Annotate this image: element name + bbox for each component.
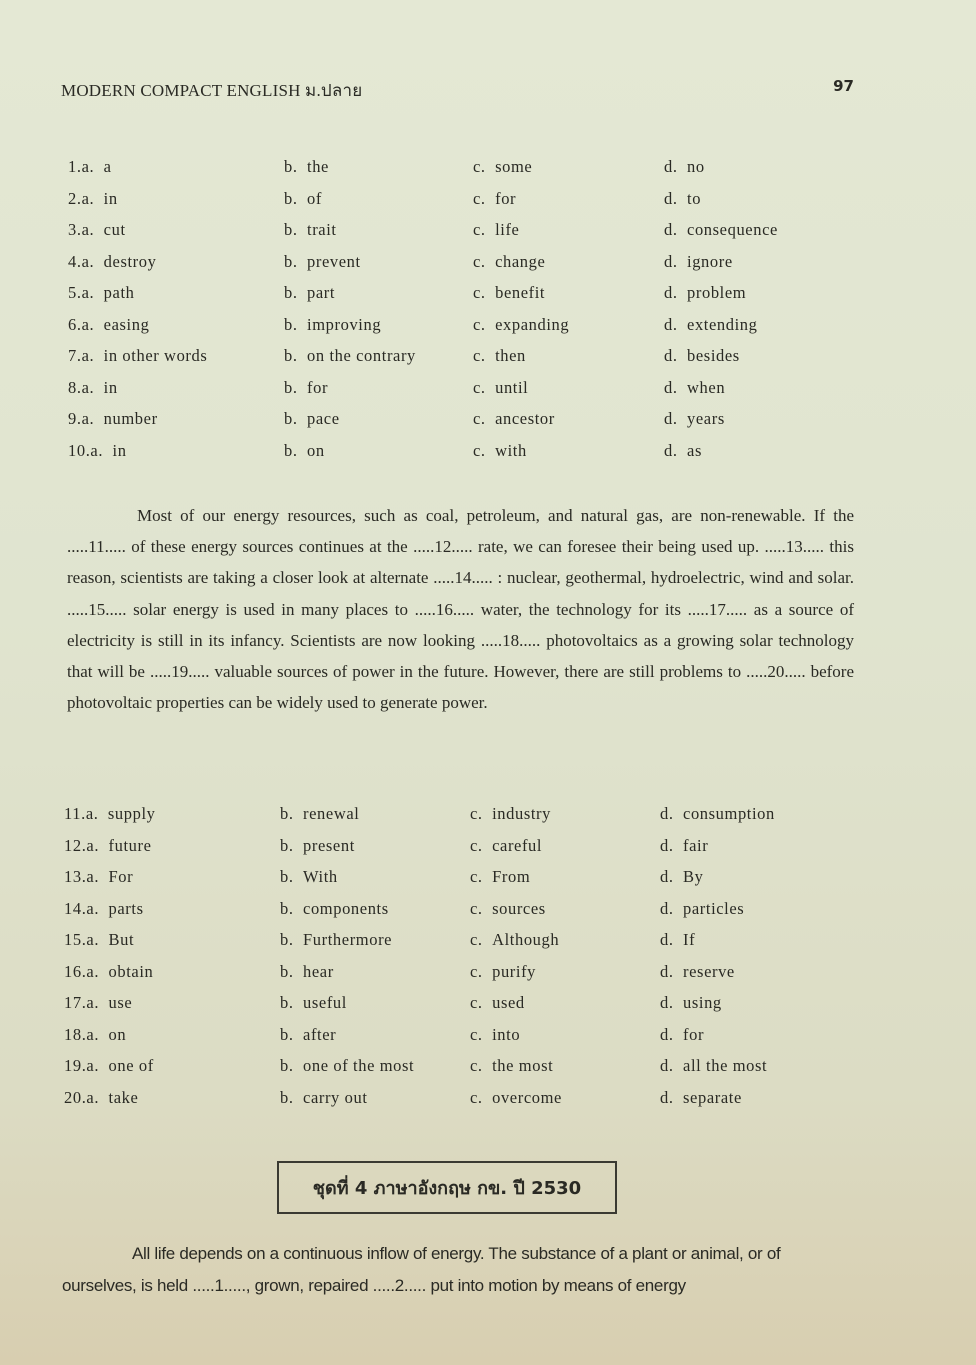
option-a: 6.a. easing — [68, 314, 150, 334]
option-c: c. benefit — [473, 283, 546, 302]
option-a: 8.a. in — [68, 377, 118, 397]
option-c: c. used — [470, 993, 525, 1012]
question-row — [60, 220, 880, 252]
question-row — [60, 189, 880, 221]
option-d: d. no — [664, 157, 705, 176]
option-b: b. hear — [280, 961, 334, 981]
option-a: 19.a. one of — [64, 1056, 154, 1075]
option-a: 2.a. in — [68, 188, 118, 208]
option-d: d. consumption — [660, 804, 775, 823]
option-a: 7.a. in other words — [68, 346, 208, 365]
option-c: c. for — [473, 188, 517, 208]
option-c: c. industry — [470, 804, 551, 823]
question-row — [60, 1025, 880, 1057]
question-row — [60, 252, 880, 284]
question-row — [60, 1056, 880, 1088]
option-d: d. extending — [664, 314, 758, 334]
option-d: d. By — [660, 867, 704, 886]
option-b: b. on — [284, 440, 325, 460]
option-d: d. besides — [664, 346, 740, 365]
option-b: b. trait — [284, 220, 337, 239]
option-a: 15.a. But — [64, 930, 135, 949]
option-d: d. years — [664, 409, 725, 428]
option-a: 9.a. number — [68, 409, 158, 428]
option-d: d. separate — [660, 1087, 742, 1107]
cloze-passage-life — [62, 1238, 852, 1302]
option-a: 4.a. destroy — [68, 251, 157, 271]
option-a: 20.a. take — [64, 1087, 139, 1107]
option-a: 17.a. use — [64, 993, 133, 1012]
option-d: d. when — [664, 377, 726, 397]
option-d: d. all the most — [660, 1056, 768, 1075]
book-title: MODERN COMPACT ENGLISH ม.ปลาย — [61, 81, 363, 100]
question-row — [60, 409, 880, 441]
page-header — [61, 77, 854, 104]
option-b: b. Furthermore — [280, 930, 393, 949]
passage-text: All life depends on a continuous inflow of energy. The substance of a plant or animal, or of ourselves, is held .....1....., grown, repaired .....2..... put into motion by means of energy — [62, 1244, 781, 1295]
option-c: c. From — [470, 867, 531, 886]
option-b: b. prevent — [284, 251, 361, 271]
option-d: d. to — [664, 188, 702, 208]
option-d: d. reserve — [660, 961, 735, 981]
answer-choices-1-10 — [60, 157, 880, 472]
option-d: d. using — [660, 993, 722, 1012]
option-d: d. for — [660, 1024, 705, 1044]
option-c: c. ancestor — [473, 409, 555, 428]
question-row — [60, 962, 880, 994]
option-b: b. renewal — [280, 804, 360, 823]
answer-choices-11-20 — [60, 804, 880, 1119]
question-row — [60, 346, 880, 378]
option-d: d. If — [660, 930, 696, 949]
option-c: c. purify — [470, 961, 537, 981]
option-b: b. present — [280, 835, 355, 855]
option-c: c. some — [473, 157, 533, 176]
option-c: c. life — [473, 220, 520, 239]
question-row — [60, 804, 880, 836]
option-b: b. useful — [280, 993, 347, 1012]
option-a: 16.a. obtain — [64, 961, 154, 981]
question-row — [60, 836, 880, 868]
option-c: c. careful — [470, 835, 543, 855]
passage-text: Most of our energy resources, such as coal, petroleum, and natural gas, are non-renewable. If the .....11..... of these energy sources continues at the .....12..... rate, we can foresee their being used up. .....13..... this reason, scientists are taking a closer look at alternate .....14..... : nuclear, geothermal, hydroelectric, wind and solar. .....15..... solar energy is used in many places to .....16..... water, the technology for its .....17..... as a source of electricity is still in its infancy. Scientists are now looking .....18..... photovoltaics as a growing solar technology that will be .....19..... valuable sources of power in the future. However, there are still problems to .....20..... before photovoltaic properties can be widely used to generate power. — [67, 506, 854, 713]
option-d: d. fair — [660, 835, 709, 855]
option-c: c. overcome — [470, 1087, 562, 1107]
option-a: 5.a. path — [68, 283, 135, 302]
option-a: 1.a. a — [68, 157, 112, 176]
option-c: c. sources — [470, 898, 546, 918]
option-c: c. then — [473, 346, 526, 365]
cloze-passage-energy — [67, 500, 854, 718]
option-b: b. carry out — [280, 1087, 368, 1107]
option-a: 13.a. For — [64, 867, 134, 886]
section-heading: ชุดที่ 4 ภาษาอังกฤษ กข. ปี 2530 — [312, 1178, 582, 1199]
option-d: d. consequence — [664, 220, 778, 239]
option-a: 3.a. cut — [68, 220, 126, 239]
option-b: b. the — [284, 157, 329, 176]
option-d: d. ignore — [664, 251, 733, 271]
question-row — [60, 378, 880, 410]
option-b: b. improving — [284, 314, 382, 334]
option-b: b. With — [280, 867, 338, 886]
question-row — [60, 993, 880, 1025]
option-c: c. into — [470, 1024, 521, 1044]
option-a: 18.a. on — [64, 1024, 127, 1044]
option-c: c. with — [473, 440, 527, 460]
option-d: d. as — [664, 440, 702, 460]
question-row — [60, 283, 880, 315]
option-b: b. part — [284, 283, 336, 302]
option-c: c. change — [473, 251, 546, 271]
option-a: 11.a. supply — [64, 804, 156, 823]
option-b: b. one of the most — [280, 1056, 415, 1075]
option-d: d. particles — [660, 898, 745, 918]
option-b: b. for — [284, 377, 329, 397]
question-row — [60, 157, 880, 189]
section-heading-box — [277, 1161, 617, 1214]
option-b: b. pace — [284, 409, 340, 428]
question-row — [60, 930, 880, 962]
question-row — [60, 867, 880, 899]
option-b: b. components — [280, 898, 389, 918]
option-a: 12.a. future — [64, 835, 152, 855]
option-b: b. of — [284, 188, 322, 208]
question-row — [60, 441, 880, 473]
option-c: c. Although — [470, 930, 560, 949]
question-row — [60, 1088, 880, 1120]
question-row — [60, 315, 880, 347]
page-number: 97 — [833, 77, 854, 95]
option-b: b. after — [280, 1024, 337, 1044]
option-a: 10.a. in — [68, 440, 127, 460]
option-b: b. on the contrary — [284, 346, 416, 365]
option-c: c. expanding — [473, 314, 570, 334]
option-d: d. problem — [664, 283, 747, 302]
question-row — [60, 899, 880, 931]
option-c: c. until — [473, 377, 529, 397]
option-a: 14.a. parts — [64, 898, 144, 918]
option-c: c. the most — [470, 1056, 554, 1075]
